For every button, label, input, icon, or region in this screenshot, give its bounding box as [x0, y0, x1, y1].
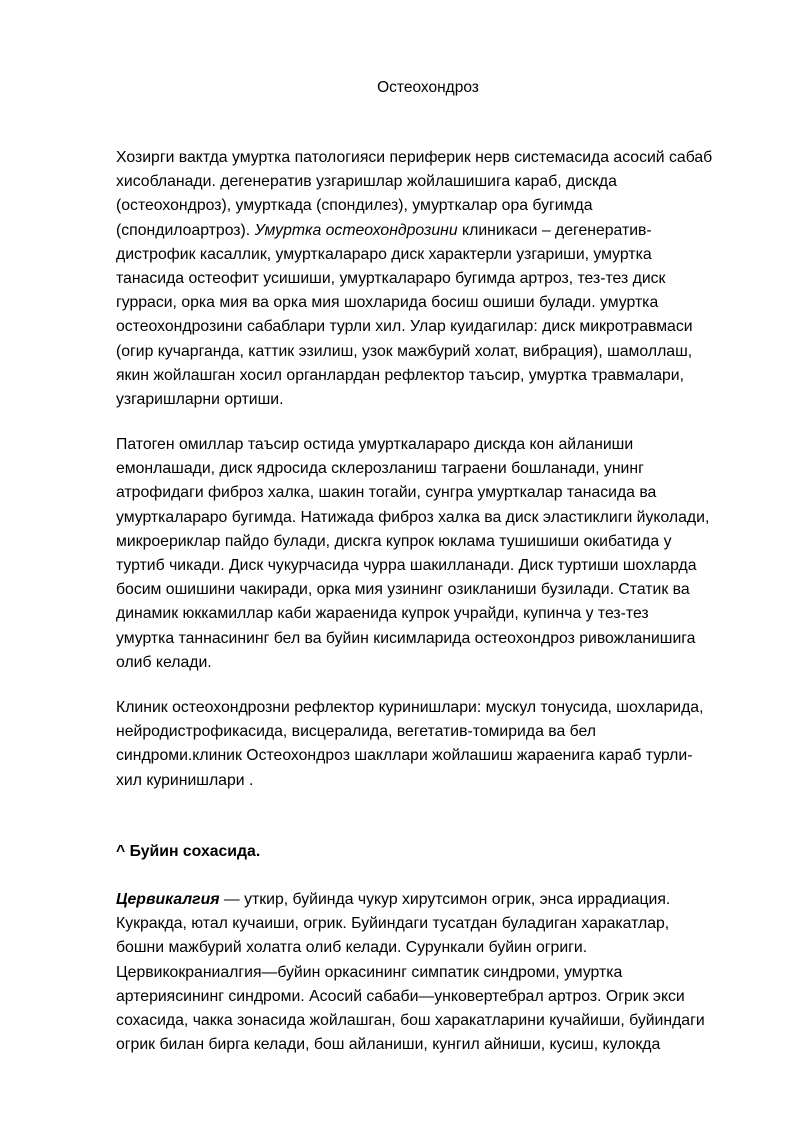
text-line: динамик юккамиллар каби жараенида купрок учрайди, купинча у тез-тез	[116, 605, 649, 623]
text-line: атрофидаги фиброз халка, шакин тогайи, сунгра умурткалар танасида ва	[116, 484, 657, 502]
text-line: Кукракда, ютал кучаиши, огрик. Буйиндаги тусатдан буладиган харакатлар,	[116, 915, 670, 933]
text-line: хисобланади. дегенератив узгаришлар жойлашишига караб, дискда	[116, 173, 617, 191]
text-line: дистрофик касаллик, умурткалараро диск характерли узгариши, умуртка	[116, 245, 652, 263]
italic-term: Умуртка остеохондрозини	[254, 221, 458, 239]
text-segment: (спондилоартроз).	[116, 221, 251, 239]
text-line: хил куринишлари .	[116, 771, 254, 789]
text-line: гурраси, орка мия ва орка мия шохларида босиш ошиши булади. умуртка	[116, 294, 659, 312]
text-line: Клиник остеохондрозни рефлектор куринишлари: мускул тонусида, шохларида,	[116, 699, 704, 716]
text-segment: клиникаси – дегенератив-	[462, 221, 652, 239]
text-line: бошни мажбурий холатга олиб келади. Сурункали буйин огриги.	[116, 939, 588, 957]
text-line: олиб келади.	[116, 653, 212, 671]
text-line: огрик билан бирга келади, бош айланиши, кунгил айниши, кусиш, кулокда	[116, 1036, 661, 1054]
text-line: танасида остеофит усишиши, умурткалараро бугимда артроз, тез-тез диск	[116, 270, 666, 288]
text-line: нейродистрофикасида, висцералида, вегетатив-томирида ва бел	[116, 723, 596, 741]
text-line: узгаришларни ортиши.	[116, 391, 284, 409]
text-line: якин жойлашган хосил органлардан рефлектор таъсир, умуртка травмалари,	[116, 366, 685, 384]
text-line: синдроми.клиник Остеохондроз шакллари жойлашиш жараенига караб турли-	[116, 747, 693, 765]
text-line: Патоген омиллар таъсир остида умурткалараро дискда кон айланиши	[116, 436, 634, 453]
section-heading: ^ Буйин сохасида.	[116, 843, 261, 860]
paragraph-2	[116, 433, 756, 675]
text-line: Цервикокраниалгия—буйин оркасининг симпатик синдроми, умуртка	[116, 963, 623, 981]
text-line-mixed	[116, 888, 756, 912]
text-line: сохасида, чакка зонасида жойлашган, бош харакатларини кучайиши, буйиндаги	[116, 1012, 705, 1030]
paragraph-4	[116, 888, 756, 1057]
text-segment: — уткир, буйинда чукур хирутсимон огрик, энса иррадиация.	[219, 891, 671, 908]
text-line-mixed	[116, 219, 756, 243]
bold-italic-term: Цервикалгия	[116, 891, 220, 908]
text-line: (остеохондроз), умурткада (спондилез), умурткалар ора бугимда	[116, 197, 593, 215]
paragraph-1	[116, 146, 756, 412]
text-line: туртиб чикади. Диск чукурчасида чурра шакилланади. Диск туртиши шохларда	[116, 557, 697, 575]
text-line: (огир кучарганда, каттик эзилиш, узок мажбурий холат, вибрация), шамоллаш,	[116, 342, 693, 360]
text-line: Хозирги вактда умуртка патологияси периферик нерв системасида асосий сабаб	[116, 149, 713, 166]
text-line: умуртка таннасининг бел ва буйин кисимларида остеохондроз ривожланишига	[116, 629, 696, 647]
document-title: Остеохондроз	[377, 79, 479, 96]
text-line: артериясининг синдроми. Асосий сабаби—унковертебрал артроз. Огрик экси	[116, 987, 685, 1005]
text-line: босим ошишини чакиради, орка мия узининг озикланиши бузилади. Статик ва	[116, 581, 690, 599]
paragraph-3	[116, 696, 756, 793]
text-line: емонлашади, диск ядросида склерозланиш таграени бошланади, унинг	[116, 460, 644, 478]
text-line: умурткалараро бугимда. Натижада фиброз халка ва диск эластиклиги йуколади,	[116, 508, 710, 526]
text-line: остеохондрозини сабаблари турли хил. Улар куидагилар: диск микротравмаси	[116, 318, 693, 336]
text-line: микроериклар пайдо булади, дискга купрок юклама тушишиши окибатида у	[116, 532, 672, 550]
